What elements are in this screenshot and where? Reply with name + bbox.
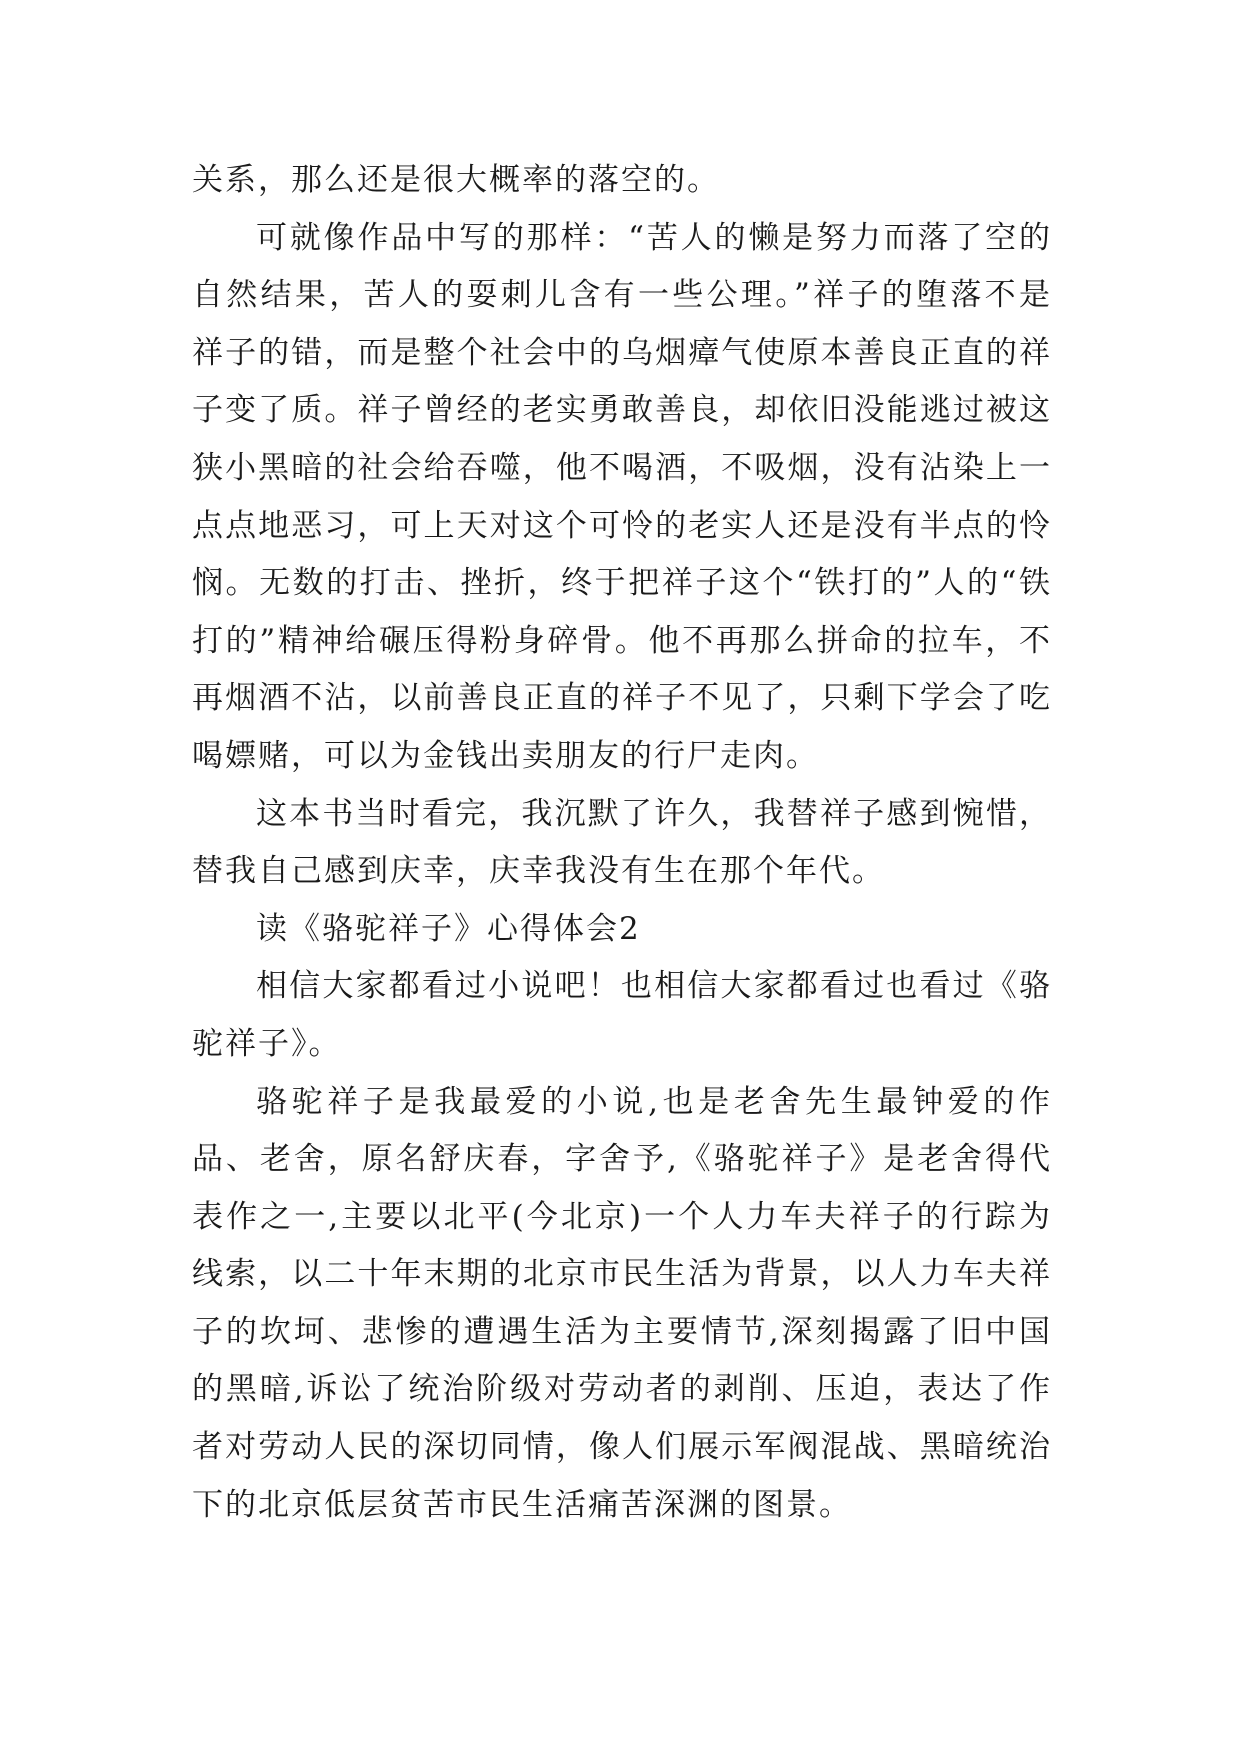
paragraph-intro: 相信大家都看过小说吧！也相信大家都看过也看过《骆驼祥子》。 [192, 968, 1052, 1062]
section-heading: 读《骆驼祥子》心得体会2 [256, 910, 641, 947]
paragraph-book-summary: 骆驼祥子是我最爱的小说,也是老舍先生最钟爱的作品、老舍，原名舒庆春，字舍予,《骆驼祥子》是老舍得代表作之一,主要以北平(今北京)一个人力车夫祥子的行踪为线索，以二十年末期的北京市民生活为背景，以人力车夫祥子的坎坷、悲惨的遭遇生活为主要情节,深刻揭露了旧中国的黑暗,诉讼了统治阶级对劳动者的剥削、压迫，表达了作者对劳动人民的深切同情，像人们展示军阀混战、黑暗统治下的北京低层贫苦市民生活痛苦深渊的图景。 [192, 1083, 1052, 1523]
paragraph-xiangzi-decline: 可就像作品中写的那样：“苦人的懒是努力而落了空的自然结果，苦人的耍刺儿含有一些公理。”祥子的堕落不是祥子的错，而是整个社会中的乌烟瘴气使原本善良正直的祥子变了质。祥子曾经的老实勇敢善良，却依旧没能逃过被这狭小黑暗的社会给吞噬，他不喝酒，不吸烟，没有沾染上一点点地恶习，可上天对这个可怜的老实人还是没有半点的怜悯。无数的打击、挫折，终于把祥子这个“铁打的”人的“铁打的”精神给碾压得粉身碎骨。他不再那么拼命的拉车，不再烟酒不沾，以前善良正直的祥子不见了，只剩下学会了吃喝嫖赌，可以为金钱出卖朋友的行尸走肉。 [192, 219, 1052, 774]
paragraph-reflection: 这本书当时看完，我沉默了许久，我替祥子感到惋惜，替我自己感到庆幸，庆幸我没有生在那个年代。 [192, 795, 1052, 890]
paragraph-continuation: 关系，那么还是很大概率的落空的。 [192, 162, 720, 198]
document-body [192, 152, 1052, 1534]
